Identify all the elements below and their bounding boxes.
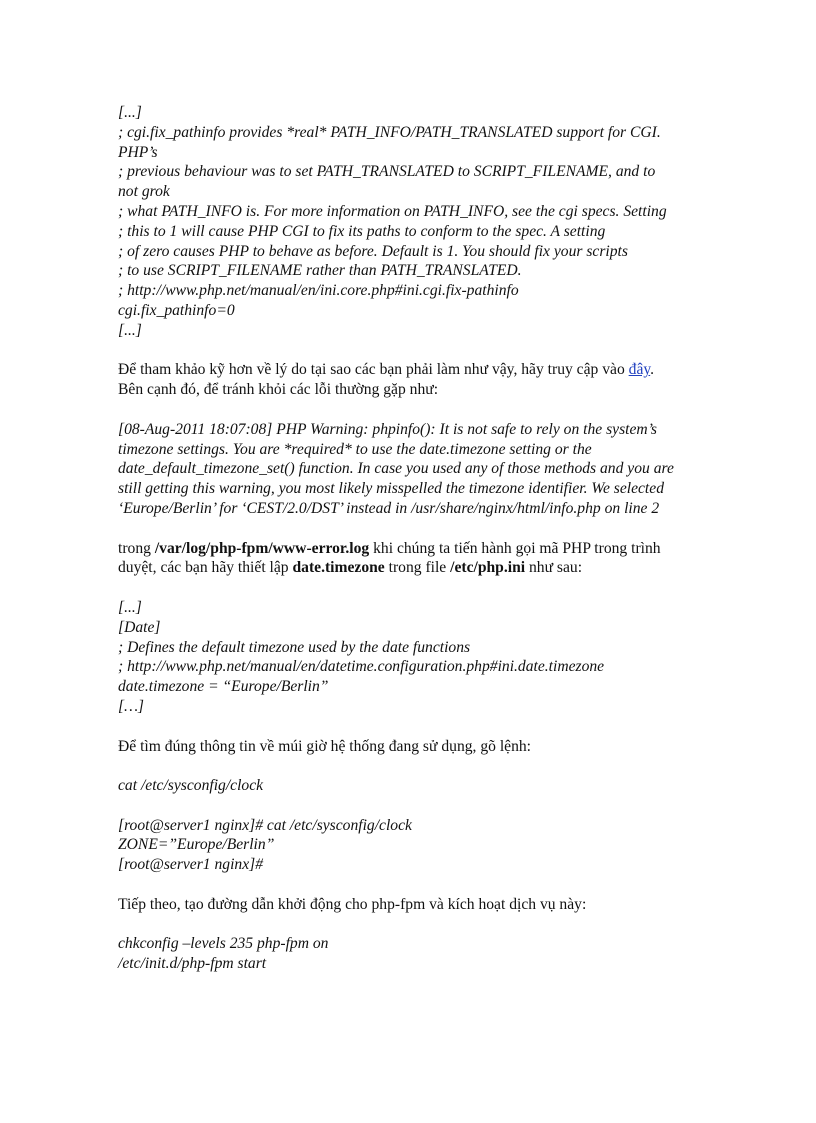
paragraph-find-timezone: Để tìm đúng thông tin về múi giờ hệ thống đang sử dụng, gõ lệnh: xyxy=(118,737,532,755)
paragraph-text: trong xyxy=(118,539,155,557)
config-block-fix-pathinfo xyxy=(118,103,718,341)
php-ini-path: /etc/php.ini xyxy=(450,559,526,577)
code-line: ; Defines the default timezone used by the date functions xyxy=(118,638,471,656)
code-line: […] xyxy=(118,697,145,715)
code-line: ; previous behaviour was to set PATH_TRANSLATED to SCRIPT_FILENAME, and to xyxy=(118,163,656,181)
code-line: ; what PATH_INFO is. For more information on PATH_INFO, see the cgi specs. Setting xyxy=(118,202,667,220)
warning-line: timezone settings. You are *required* to use the date.timezone setting or the xyxy=(118,440,592,458)
paragraph-line: Bên cạnh đó, để tránh khỏi các lỗi thường gặp như: xyxy=(118,381,439,399)
warning-line: date_default_timezone_set() function. In case you used any of those methods and you are xyxy=(118,460,674,478)
code-line: cgi.fix_pathinfo=0 xyxy=(118,301,235,319)
code-line: ; http://www.php.net/manual/en/ini.core.php#ini.cgi.fix-pathinfo xyxy=(118,282,519,300)
paragraph-text: như sau: xyxy=(525,559,583,577)
paragraph-line xyxy=(118,558,718,578)
paragraph-line xyxy=(118,539,718,559)
terminal-line: ZONE=”Europe/Berlin” xyxy=(118,836,275,854)
code-line: ; of zero causes PHP to behave as before. Default is 1. You should fix your scripts xyxy=(118,242,628,260)
error-log-path: /var/log/php-fpm/www-error.log xyxy=(154,539,370,557)
warning-line: ‘Europe/Berlin’ for ‘CEST/2.0/DST’ instead in /usr/share/nginx/html/info.php on line 2 xyxy=(118,499,660,517)
code-line: [Date] xyxy=(118,618,161,636)
paragraph-text: . xyxy=(650,361,655,379)
code-line: [...] xyxy=(118,104,142,121)
command-cat-clock: cat /etc/sysconfig/clock xyxy=(118,777,264,795)
paragraph-text: trong file xyxy=(384,559,451,577)
code-line: not grok xyxy=(118,183,170,201)
terminal-line: [root@server1 nginx]# xyxy=(118,856,264,874)
terminal-line: [root@server1 nginx]# cat /etc/sysconfig/clock xyxy=(118,816,412,834)
terminal-output-block xyxy=(118,816,718,875)
code-line: ; http://www.php.net/manual/en/datetime.configuration.php#ini.date.timezone xyxy=(118,658,605,676)
code-line: [...] xyxy=(118,598,142,616)
code-line: ; to use SCRIPT_FILENAME rather than PATH_TRANSLATED. xyxy=(118,262,522,280)
paragraph-startup: Tiếp theo, tạo đường dẫn khởi động cho php-fpm và kích hoạt dịch vụ này: xyxy=(118,895,587,913)
document-page xyxy=(118,103,718,974)
paragraph-text: Để tham khảo kỹ hơn về lý do tại sao các bạn phải làm như vậy, hãy truy cập vào xyxy=(118,361,629,379)
code-line: PHP’s xyxy=(118,143,158,161)
code-line: date.timezone = “Europe/Berlin” xyxy=(118,678,329,696)
config-block-date xyxy=(118,598,718,717)
command-line: chkconfig –levels 235 php-fpm on xyxy=(118,935,329,953)
paragraph-text: duyệt, các bạn hãy thiết lập xyxy=(118,559,293,577)
paragraph-timezone xyxy=(118,539,718,579)
code-line: [...] xyxy=(118,321,142,339)
reference-link[interactable]: đây xyxy=(628,361,651,379)
paragraph-line xyxy=(118,360,718,380)
code-line: ; cgi.fix_pathinfo provides *real* PATH_INFO/PATH_TRANSLATED support for CGI. xyxy=(118,123,661,141)
command-line: /etc/init.d/php-fpm start xyxy=(118,955,267,973)
warning-line: [08-Aug-2011 18:07:08] PHP Warning: phpinfo(): It is not safe to rely on the system’s xyxy=(118,420,657,438)
php-warning-block xyxy=(118,420,718,519)
code-line: ; this to 1 will cause PHP CGI to fix its paths to conform to the spec. A setting xyxy=(118,222,606,240)
setting-name: date.timezone xyxy=(292,559,385,577)
warning-line: still getting this warning, you most likely misspelled the timezone identifier. We selected xyxy=(118,480,664,498)
paragraph-text: khi chúng ta tiến hành gọi mã PHP trong trình xyxy=(369,539,661,557)
command-block-startup xyxy=(118,934,718,974)
paragraph-reference xyxy=(118,360,718,400)
